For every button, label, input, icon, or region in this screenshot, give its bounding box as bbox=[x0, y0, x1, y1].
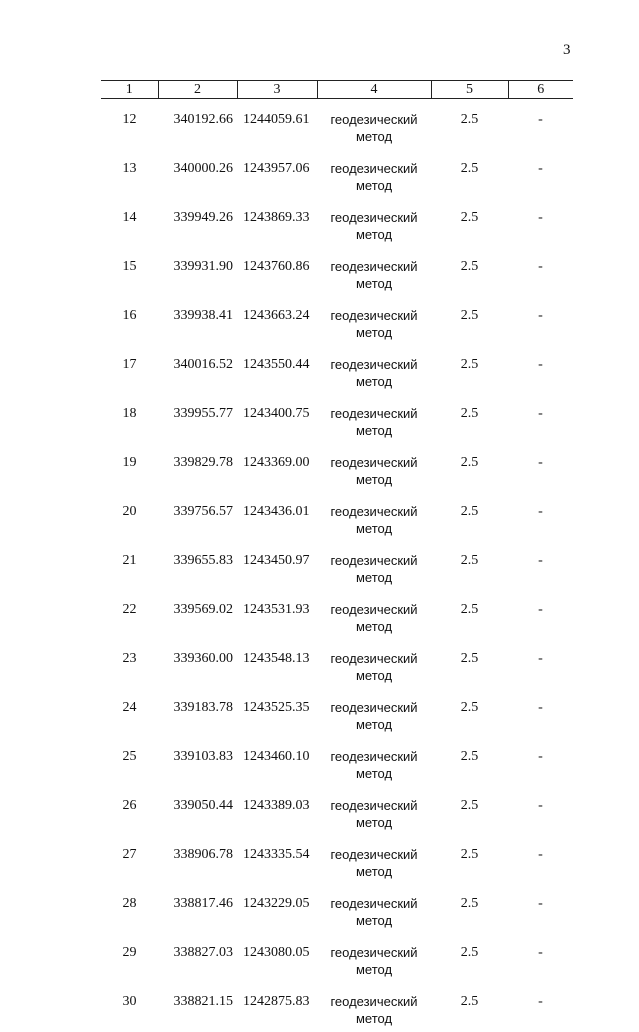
table-row bbox=[101, 99, 573, 151]
column-header-5: 5 bbox=[431, 81, 508, 99]
note-cell: - bbox=[508, 787, 573, 836]
point-number-cell: 27 bbox=[101, 836, 158, 885]
accuracy-cell: 2.5 bbox=[431, 738, 508, 787]
column-header-2: 2 bbox=[158, 81, 237, 99]
x-coordinate-cell: 338827.03 bbox=[158, 934, 237, 983]
x-coordinate-cell: 339569.02 bbox=[158, 591, 237, 640]
accuracy-cell: 2.5 bbox=[431, 591, 508, 640]
note-cell: - bbox=[508, 297, 573, 346]
column-header-3: 3 bbox=[237, 81, 317, 99]
table-body bbox=[101, 99, 573, 1032]
table-row bbox=[101, 689, 573, 738]
point-number-cell: 26 bbox=[101, 787, 158, 836]
accuracy-cell: 2.5 bbox=[431, 787, 508, 836]
accuracy-cell: 2.5 bbox=[431, 346, 508, 395]
method-cell bbox=[317, 542, 431, 591]
accuracy-cell: 2.5 bbox=[431, 542, 508, 591]
table-row bbox=[101, 542, 573, 591]
method-line-1: геодезический bbox=[317, 307, 431, 324]
method-line-2: метод bbox=[317, 275, 431, 292]
table-row bbox=[101, 885, 573, 934]
method-line-2: метод bbox=[317, 814, 431, 831]
method-cell bbox=[317, 787, 431, 836]
table-row bbox=[101, 591, 573, 640]
method-cell bbox=[317, 885, 431, 934]
note-cell: - bbox=[508, 934, 573, 983]
note-cell: - bbox=[508, 640, 573, 689]
y-coordinate-cell: 1243335.54 bbox=[237, 836, 317, 885]
x-coordinate-cell: 339955.77 bbox=[158, 395, 237, 444]
method-cell bbox=[317, 346, 431, 395]
x-coordinate-cell: 339360.00 bbox=[158, 640, 237, 689]
y-coordinate-cell: 1243550.44 bbox=[237, 346, 317, 395]
accuracy-cell: 2.5 bbox=[431, 395, 508, 444]
table-row bbox=[101, 983, 573, 1032]
accuracy-cell: 2.5 bbox=[431, 885, 508, 934]
y-coordinate-cell: 1243525.35 bbox=[237, 689, 317, 738]
note-cell: - bbox=[508, 885, 573, 934]
table-row bbox=[101, 395, 573, 444]
method-cell bbox=[317, 640, 431, 689]
point-number-cell: 16 bbox=[101, 297, 158, 346]
y-coordinate-cell: 1243548.13 bbox=[237, 640, 317, 689]
note-cell: - bbox=[508, 99, 573, 151]
y-coordinate-cell: 1243369.00 bbox=[237, 444, 317, 493]
x-coordinate-cell: 339931.90 bbox=[158, 248, 237, 297]
method-cell bbox=[317, 444, 431, 493]
column-header-6: 6 bbox=[508, 81, 573, 99]
coordinates-table bbox=[101, 80, 573, 1032]
accuracy-cell: 2.5 bbox=[431, 199, 508, 248]
method-line-2: метод bbox=[317, 128, 431, 145]
method-cell bbox=[317, 99, 431, 151]
method-line-1: геодезический bbox=[317, 503, 431, 520]
point-number-cell: 23 bbox=[101, 640, 158, 689]
table-row bbox=[101, 150, 573, 199]
column-header-4: 4 bbox=[317, 81, 431, 99]
accuracy-cell: 2.5 bbox=[431, 150, 508, 199]
header-row bbox=[101, 81, 573, 99]
method-cell bbox=[317, 836, 431, 885]
table-row bbox=[101, 248, 573, 297]
note-cell: - bbox=[508, 836, 573, 885]
y-coordinate-cell: 1243229.05 bbox=[237, 885, 317, 934]
x-coordinate-cell: 339103.83 bbox=[158, 738, 237, 787]
point-number-cell: 13 bbox=[101, 150, 158, 199]
method-line-1: геодезический bbox=[317, 797, 431, 814]
y-coordinate-cell: 1243957.06 bbox=[237, 150, 317, 199]
method-line-2: метод bbox=[317, 226, 431, 243]
method-line-2: метод bbox=[317, 765, 431, 782]
method-cell bbox=[317, 689, 431, 738]
accuracy-cell: 2.5 bbox=[431, 934, 508, 983]
column-header-1: 1 bbox=[101, 81, 158, 99]
table-row bbox=[101, 934, 573, 983]
method-cell bbox=[317, 248, 431, 297]
method-line-2: метод bbox=[317, 471, 431, 488]
x-coordinate-cell: 339655.83 bbox=[158, 542, 237, 591]
method-cell bbox=[317, 297, 431, 346]
point-number-cell: 20 bbox=[101, 493, 158, 542]
note-cell: - bbox=[508, 346, 573, 395]
y-coordinate-cell: 1243080.05 bbox=[237, 934, 317, 983]
method-line-2: метод bbox=[317, 373, 431, 390]
accuracy-cell: 2.5 bbox=[431, 248, 508, 297]
y-coordinate-cell: 1243531.93 bbox=[237, 591, 317, 640]
method-line-2: метод bbox=[317, 667, 431, 684]
note-cell: - bbox=[508, 738, 573, 787]
method-line-1: геодезический bbox=[317, 650, 431, 667]
note-cell: - bbox=[508, 591, 573, 640]
method-line-2: метод bbox=[317, 912, 431, 929]
note-cell: - bbox=[508, 199, 573, 248]
table-row bbox=[101, 493, 573, 542]
note-cell: - bbox=[508, 542, 573, 591]
point-number-cell: 19 bbox=[101, 444, 158, 493]
table-row bbox=[101, 199, 573, 248]
note-cell: - bbox=[508, 248, 573, 297]
x-coordinate-cell: 338821.15 bbox=[158, 983, 237, 1032]
method-line-2: метод bbox=[317, 422, 431, 439]
method-line-1: геодезический bbox=[317, 944, 431, 961]
y-coordinate-cell: 1243760.86 bbox=[237, 248, 317, 297]
point-number-cell: 21 bbox=[101, 542, 158, 591]
note-cell: - bbox=[508, 493, 573, 542]
method-cell bbox=[317, 395, 431, 444]
x-coordinate-cell: 339829.78 bbox=[158, 444, 237, 493]
note-cell: - bbox=[508, 444, 573, 493]
accuracy-cell: 2.5 bbox=[431, 983, 508, 1032]
point-number-cell: 18 bbox=[101, 395, 158, 444]
method-line-2: метод bbox=[317, 324, 431, 341]
note-cell: - bbox=[508, 150, 573, 199]
point-number-cell: 12 bbox=[101, 99, 158, 151]
y-coordinate-cell: 1243400.75 bbox=[237, 395, 317, 444]
x-coordinate-cell: 340192.66 bbox=[158, 99, 237, 151]
x-coordinate-cell: 339756.57 bbox=[158, 493, 237, 542]
table-row bbox=[101, 297, 573, 346]
point-number-cell: 24 bbox=[101, 689, 158, 738]
method-cell bbox=[317, 199, 431, 248]
point-number-cell: 25 bbox=[101, 738, 158, 787]
method-line-1: геодезический bbox=[317, 993, 431, 1010]
method-cell bbox=[317, 983, 431, 1032]
table-row bbox=[101, 640, 573, 689]
method-line-2: метод bbox=[317, 569, 431, 586]
x-coordinate-cell: 340000.26 bbox=[158, 150, 237, 199]
method-line-1: геодезический bbox=[317, 160, 431, 177]
method-line-1: геодезический bbox=[317, 258, 431, 275]
table-row bbox=[101, 836, 573, 885]
note-cell: - bbox=[508, 395, 573, 444]
method-line-2: метод bbox=[317, 520, 431, 537]
point-number-cell: 22 bbox=[101, 591, 158, 640]
table-row bbox=[101, 346, 573, 395]
point-number-cell: 17 bbox=[101, 346, 158, 395]
method-line-1: геодезический bbox=[317, 209, 431, 226]
method-line-1: геодезический bbox=[317, 552, 431, 569]
accuracy-cell: 2.5 bbox=[431, 99, 508, 151]
accuracy-cell: 2.5 bbox=[431, 640, 508, 689]
method-line-1: геодезический bbox=[317, 846, 431, 863]
method-cell bbox=[317, 150, 431, 199]
method-line-1: геодезический bbox=[317, 405, 431, 422]
method-line-1: геодезический bbox=[317, 699, 431, 716]
x-coordinate-cell: 339050.44 bbox=[158, 787, 237, 836]
y-coordinate-cell: 1243460.10 bbox=[237, 738, 317, 787]
x-coordinate-cell: 338906.78 bbox=[158, 836, 237, 885]
method-line-1: геодезический bbox=[317, 454, 431, 471]
table-row bbox=[101, 787, 573, 836]
point-number-cell: 28 bbox=[101, 885, 158, 934]
x-coordinate-cell: 338817.46 bbox=[158, 885, 237, 934]
page-number: 3 bbox=[563, 42, 571, 59]
note-cell: - bbox=[508, 983, 573, 1032]
point-number-cell: 30 bbox=[101, 983, 158, 1032]
method-line-1: геодезический bbox=[317, 111, 431, 128]
method-line-1: геодезический bbox=[317, 748, 431, 765]
y-coordinate-cell: 1243869.33 bbox=[237, 199, 317, 248]
method-line-2: метод bbox=[317, 618, 431, 635]
table-header bbox=[101, 81, 573, 99]
y-coordinate-cell: 1243389.03 bbox=[237, 787, 317, 836]
method-line-2: метод bbox=[317, 1010, 431, 1027]
accuracy-cell: 2.5 bbox=[431, 836, 508, 885]
accuracy-cell: 2.5 bbox=[431, 297, 508, 346]
method-line-2: метод bbox=[317, 177, 431, 194]
accuracy-cell: 2.5 bbox=[431, 444, 508, 493]
table-row bbox=[101, 738, 573, 787]
x-coordinate-cell: 339183.78 bbox=[158, 689, 237, 738]
accuracy-cell: 2.5 bbox=[431, 493, 508, 542]
y-coordinate-cell: 1243436.01 bbox=[237, 493, 317, 542]
x-coordinate-cell: 340016.52 bbox=[158, 346, 237, 395]
x-coordinate-cell: 339949.26 bbox=[158, 199, 237, 248]
method-line-1: геодезический bbox=[317, 601, 431, 618]
y-coordinate-cell: 1242875.83 bbox=[237, 983, 317, 1032]
method-cell bbox=[317, 738, 431, 787]
method-line-2: метод bbox=[317, 716, 431, 733]
method-line-2: метод bbox=[317, 961, 431, 978]
point-number-cell: 14 bbox=[101, 199, 158, 248]
method-cell bbox=[317, 934, 431, 983]
method-cell bbox=[317, 493, 431, 542]
method-line-2: метод bbox=[317, 863, 431, 880]
method-cell bbox=[317, 591, 431, 640]
table-row bbox=[101, 444, 573, 493]
method-line-1: геодезический bbox=[317, 356, 431, 373]
y-coordinate-cell: 1243450.97 bbox=[237, 542, 317, 591]
note-cell: - bbox=[508, 689, 573, 738]
y-coordinate-cell: 1243663.24 bbox=[237, 297, 317, 346]
x-coordinate-cell: 339938.41 bbox=[158, 297, 237, 346]
accuracy-cell: 2.5 bbox=[431, 689, 508, 738]
y-coordinate-cell: 1244059.61 bbox=[237, 99, 317, 151]
point-number-cell: 29 bbox=[101, 934, 158, 983]
method-line-1: геодезический bbox=[317, 895, 431, 912]
point-number-cell: 15 bbox=[101, 248, 158, 297]
